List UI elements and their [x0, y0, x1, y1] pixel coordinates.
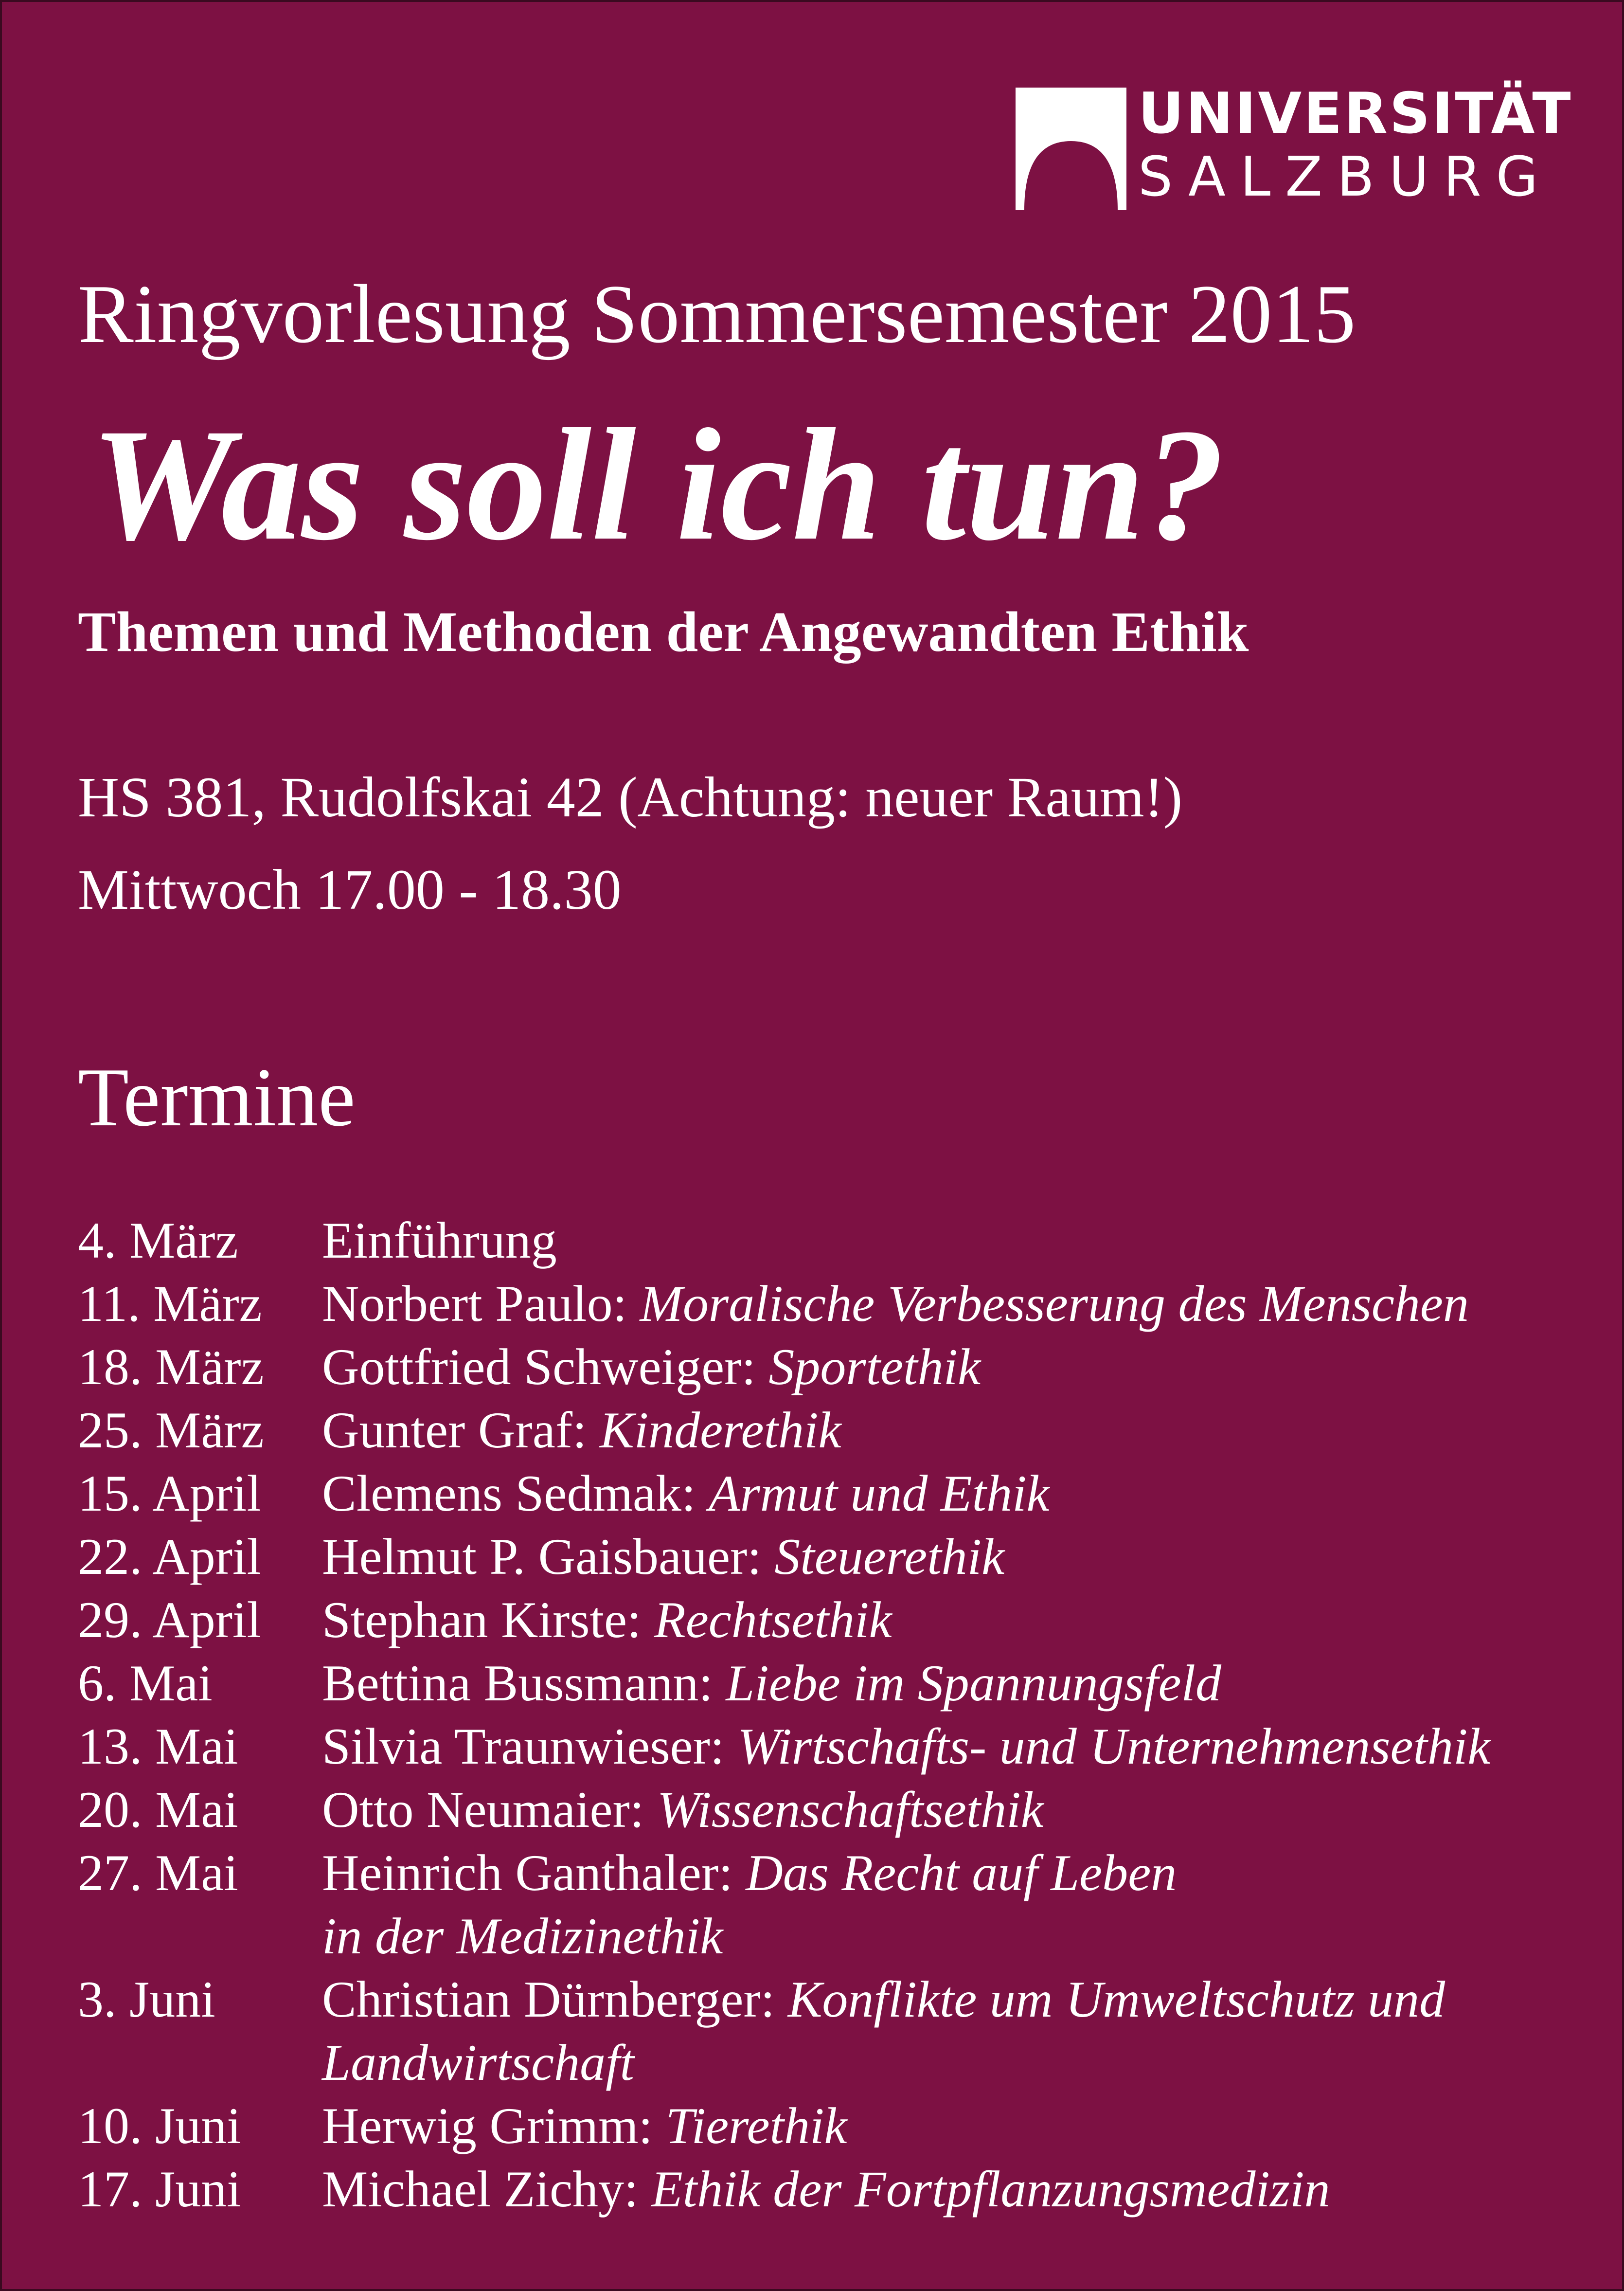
schedule-row — [78, 2158, 1561, 2221]
schedule-row — [78, 1588, 1561, 1652]
schedule-list — [78, 1209, 1561, 2221]
schedule-date: 17. Juni — [78, 2161, 241, 2218]
schedule-row — [78, 1652, 1561, 1715]
schedule-row — [78, 1715, 1561, 1778]
schedule-entry — [322, 1525, 1561, 1588]
speaker-name: Clemens Sedmak: — [322, 1465, 709, 1522]
lecture-topic: Liebe im Spannungsfeld — [726, 1655, 1222, 1712]
lecture-topic: Konflikte um Umweltschutz und — [787, 1971, 1446, 2028]
schedule-row — [78, 1968, 1561, 2094]
lecture-topic: Sportethik — [768, 1338, 981, 1395]
schedule-row — [78, 1462, 1561, 1525]
schedule-entry — [322, 1968, 1561, 2094]
lecture-topic: Moralische Verbesserung des Menschen — [640, 1275, 1469, 1332]
page-title: Was soll ich tun? — [90, 396, 1225, 574]
lecture-series-subtitle: Ringvorlesung Sommersemester 2015 — [78, 268, 1356, 361]
schedule-row — [78, 1841, 1561, 1968]
speaker-name: Silvia Traunwieser: — [322, 1718, 737, 1775]
speaker-name: Einführung — [322, 1212, 557, 1269]
logo-text-university: UNIVERSITÄT — [1138, 81, 1573, 146]
lecture-topic: Armut und Ethik — [708, 1465, 1050, 1522]
schedule-entry — [322, 2158, 1561, 2221]
speaker-name: Bettina Bussmann: — [322, 1655, 726, 1712]
schedule-date: 25. März — [78, 1402, 264, 1459]
speaker-name: Michael Zichy: — [322, 2161, 651, 2218]
schedule-date: 4. März — [78, 1212, 238, 1269]
schedule-entry — [322, 1335, 1561, 1399]
schedule-date: 3. Juni — [78, 1971, 215, 2028]
schedule-row — [78, 2094, 1561, 2158]
schedule-row — [78, 1209, 1561, 1272]
schedule-row — [78, 1778, 1561, 1841]
university-logo — [1016, 81, 1573, 210]
schedule-date: 20. Mai — [78, 1781, 238, 1838]
schedule-row — [78, 1272, 1561, 1335]
lecture-topic-continued: Landwirtschaft — [322, 2034, 635, 2091]
speaker-name: Stephan Kirste: — [322, 1591, 654, 1648]
schedule-entry — [322, 1399, 1561, 1462]
schedule-date: 6. Mai — [78, 1655, 213, 1712]
speaker-name: Helmut P. Gaisbauer: — [322, 1528, 775, 1585]
schedule-row — [78, 1335, 1561, 1399]
schedule-entry — [322, 1778, 1561, 1841]
lecture-topic: Wirtschafts- und Unternehmensethik — [737, 1718, 1491, 1775]
speaker-name: Christian Dürnberger: — [322, 1971, 788, 2028]
logo-text-salzburg: SALZBURG — [1138, 145, 1553, 209]
schedule-date: 13. Mai — [78, 1718, 238, 1775]
schedule-date: 27. Mai — [78, 1844, 238, 1901]
schedule-date: 22. April — [78, 1528, 261, 1585]
schedule-entry — [322, 1272, 1561, 1335]
schedule-row — [78, 1525, 1561, 1588]
speaker-name: Heinrich Ganthaler: — [322, 1844, 746, 1901]
time-info: Mittwoch 17.00 - 18.30 — [78, 858, 622, 921]
arch-logo-icon — [1016, 88, 1126, 210]
speaker-name: Gottfried Schweiger: — [322, 1338, 769, 1395]
schedule-entry — [322, 1209, 1561, 1272]
schedule-entry — [322, 1652, 1561, 1715]
speaker-name: Gunter Graf: — [322, 1402, 600, 1459]
lecture-topic: Steuerethik — [774, 1528, 1005, 1585]
lecture-topic: Ethik der Fortpflanzungsmedizin — [651, 2161, 1330, 2218]
lecture-topic-continued: in der Medizinethik — [322, 1908, 723, 1965]
schedule-date: 15. April — [78, 1465, 261, 1522]
schedule-entry — [322, 1715, 1561, 1778]
schedule-row — [78, 1399, 1561, 1462]
tagline: Themen und Methoden der Angewandten Ethik — [78, 600, 1249, 664]
lecture-topic: Wissenschaftsethik — [657, 1781, 1044, 1838]
lecture-topic: Das Recht auf Leben — [746, 1844, 1177, 1901]
schedule-entry — [322, 1588, 1561, 1652]
schedule-date: 10. Juni — [78, 2097, 241, 2154]
schedule-entry — [322, 1462, 1561, 1525]
schedule-entry — [322, 2094, 1561, 2158]
lecture-topic: Tierethik — [665, 2097, 847, 2154]
lecture-topic: Rechtsethik — [654, 1591, 892, 1648]
speaker-name: Herwig Grimm: — [322, 2097, 666, 2154]
schedule-date: 29. April — [78, 1591, 261, 1648]
speaker-name: Norbert Paulo: — [322, 1275, 640, 1332]
schedule-entry — [322, 1841, 1561, 1968]
schedule-date: 18. März — [78, 1338, 264, 1395]
lecture-topic: Kinderethik — [600, 1402, 841, 1459]
speaker-name: Otto Neumaier: — [322, 1781, 657, 1838]
schedule-date: 11. März — [78, 1275, 262, 1332]
venue-info: HS 381, Rudolfskai 42 (Achtung: neuer Raum!) — [78, 765, 1183, 829]
schedule-heading: Termine — [78, 1051, 356, 1144]
